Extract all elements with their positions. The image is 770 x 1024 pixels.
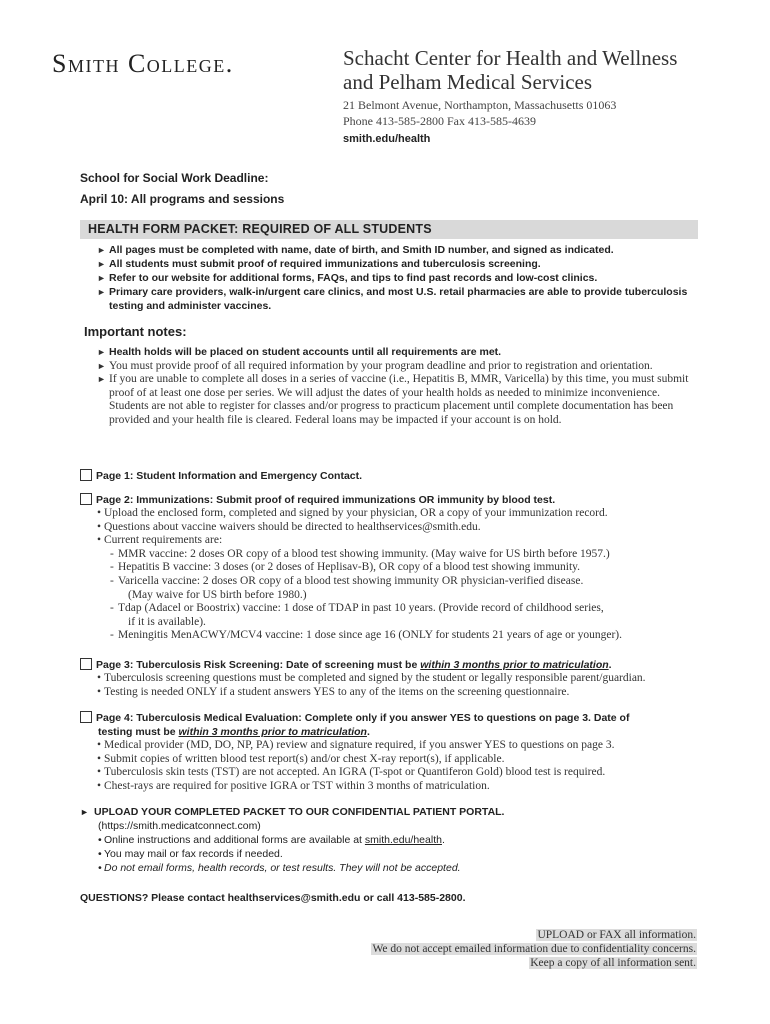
list-item: ► You must provide proof of all required information by your program deadline and prior to registration and orientation. — [97, 360, 699, 374]
page2-checkbox[interactable] — [80, 493, 92, 505]
footer-line2: We do not accept emailed information due to confidentiality concerns. — [372, 943, 696, 955]
center-title-line1: Schacht Center for Health and Wellness — [343, 46, 678, 70]
list-item: • Questions about vaccine waivers should be directed to healthservices@smith.edu. — [98, 521, 700, 535]
page3-title-emphasis: within 3 months prior to matriculation — [420, 659, 609, 671]
page4-details — [80, 739, 700, 793]
list-item: ► All pages must be completed with name, date of birth, and Smith ID number, and signed as indicated. — [97, 243, 697, 257]
tdap-continued: if it is available). — [128, 615, 206, 628]
page4-title: Page 4: Tuberculosis Medical Evaluation: Complete only if you answer YES to questions on page 3. Date of — [96, 712, 630, 724]
banner-title: HEALTH FORM PACKET: REQUIRED OF ALL STUDENTS — [88, 222, 432, 236]
list-item: ► Refer to our website for additional forms, FAQs, and tips to find past records and low-cost clinics. — [97, 271, 697, 285]
page2-title: Page 2: Immunizations: Submit proof of required immunizations OR immunity by blood test. — [96, 494, 556, 506]
page4-title-cont: testing must be — [98, 726, 179, 738]
list-item: • Testing is needed ONLY if a student answers YES to any of the items on the screening questionnaire. — [98, 686, 700, 700]
page4-checkbox[interactable] — [80, 711, 92, 723]
list-item: • You may mail or fax records if needed. — [80, 847, 700, 861]
section-banner — [80, 220, 698, 239]
page1-checkbox[interactable] — [80, 469, 92, 481]
address-block — [343, 97, 616, 129]
list-item: • Current requirements are: — [98, 534, 700, 548]
deadline-block — [80, 168, 284, 210]
page3-checkbox[interactable] — [80, 658, 92, 670]
page3-title: Page 3: Tuberculosis Risk Screening: Date of screening must be — [96, 659, 421, 671]
page4-title-end: . — [366, 726, 370, 738]
deadline-line1: School for Social Work Deadline: — [80, 171, 269, 185]
list-item: ► Primary care providers, walk-in/urgent care clinics, and most U.S. retail pharmacies are able to provide tuberculosis testing and administer vaccines. — [97, 285, 697, 313]
center-title-line2: and Pelham Medical Services — [343, 70, 593, 94]
page1-title: Page 1: Student Information and Emergency Contact. — [96, 470, 363, 482]
address: 21 Belmont Avenue, Northampton, Massachusetts 01063 — [343, 98, 617, 112]
upload-bullet1-text: Online instructions and additional forms are available at — [104, 834, 365, 846]
list-item: • Chest-rays are required for positive IGRA or TST within 3 months of matriculation. — [98, 780, 700, 794]
varicella-continued: (May waive for US birth before 1980.) — [128, 588, 307, 601]
list-item: • Tuberculosis screening questions must be completed and signed by the student or legally responsible parent/guardian. — [98, 672, 700, 686]
page2-details — [80, 507, 700, 643]
upload-title: ► UPLOAD YOUR COMPLETED PACKET TO OUR CONFIDENTIAL PATIENT PORTAL. — [80, 805, 700, 819]
smith-college-logo: Smith College. — [52, 49, 234, 78]
varicella-requirement: - Varicella vaccine: 2 doses OR copy of a blood test showing immunity OR physician-verified disease. — [98, 575, 700, 589]
list-item: ► Health holds will be placed on student accounts until all requirements are met. — [97, 346, 699, 360]
deadline-line2: April 10: All programs and sessions — [80, 192, 285, 206]
health-website-link[interactable]: smith.edu/health — [364, 834, 442, 846]
website-link[interactable]: smith.edu/health — [343, 133, 431, 145]
important-notes-heading: Important notes: — [84, 324, 187, 339]
tdap-requirement: - Tdap (Adacel or Boostrix) vaccine: 1 dose of TDAP in past 10 years. (Provide record of childhood series, — [98, 602, 700, 616]
requirements-list — [97, 243, 697, 313]
page1-section — [80, 469, 362, 483]
hepb-requirement: - Hepatitis B vaccine: 3 doses (or 2 doses of Heplisav-B), OR copy of a blood test showing immunity. — [98, 561, 700, 575]
page4-section — [80, 711, 700, 793]
upload-section — [80, 805, 700, 875]
list-item: • Submit copies of written blood test report(s) and/or chest X-ray report(s), if applicable. — [98, 753, 700, 767]
page4-title-emphasis: within 3 months prior to matriculation — [178, 726, 367, 738]
footer-line3: Keep a copy of all information sent. — [530, 957, 696, 969]
list-item: ► All students must submit proof of required immunizations and tuberculosis screening. — [97, 257, 697, 271]
list-item: • Medical provider (MD, DO, NP, PA) review and signature required, if you answer YES to questions on page 3. — [98, 739, 700, 753]
center-title — [343, 46, 743, 94]
page3-section — [80, 658, 700, 699]
meningitis-requirement: - Meningitis MenACWY/MCV4 vaccine: 1 dose since age 16 (ONLY for students 21 years of age or younger). — [98, 629, 700, 643]
list-item: • Upload the enclosed form, completed and signed by your physician, OR a copy of your immunization record. — [98, 507, 700, 521]
page2-section — [80, 493, 700, 643]
page3-details — [80, 672, 700, 699]
portal-link[interactable]: (https://smith.medicatconnect.com) — [98, 820, 261, 832]
list-item — [80, 833, 700, 847]
questions-contact: QUESTIONS? Please contact healthservices@smith.edu or call 413-585-2800. — [80, 892, 466, 904]
page3-title-end: . — [608, 659, 612, 671]
important-notes-list — [97, 346, 699, 427]
mmr-requirement: - MMR vaccine: 2 doses OR copy of a blood test showing immunity. (May waive for US birth before 1957.) — [98, 548, 700, 562]
list-item: • Do not email forms, health records, or test results. They will not be accepted. — [80, 861, 700, 875]
upload-bullet1-end: . — [441, 834, 445, 846]
footer-line1: UPLOAD or FAX all information. — [537, 929, 696, 941]
phone-fax: Phone 413-585-2800 Fax 413-585-4639 — [343, 114, 536, 128]
list-item: ► If you are unable to complete all doses in a series of vaccine (i.e., Hepatitis B, MMR, Varicella) by this time, you must submit proof of at least one dose per series. We will adjust the dates of your health holds as needed to minimize inconvenience. Students are not able to register for classes and/or progress to practicum placement until complete documentation has been provided and your health file is cleared. Federal loans may be impacted if your account is on hold. — [97, 373, 699, 427]
footer-notice — [371, 928, 697, 970]
list-item: • Tuberculosis skin tests (TST) are not accepted. An IGRA (T-spot or Quantiferon Gold) blood test is required. — [98, 766, 700, 780]
